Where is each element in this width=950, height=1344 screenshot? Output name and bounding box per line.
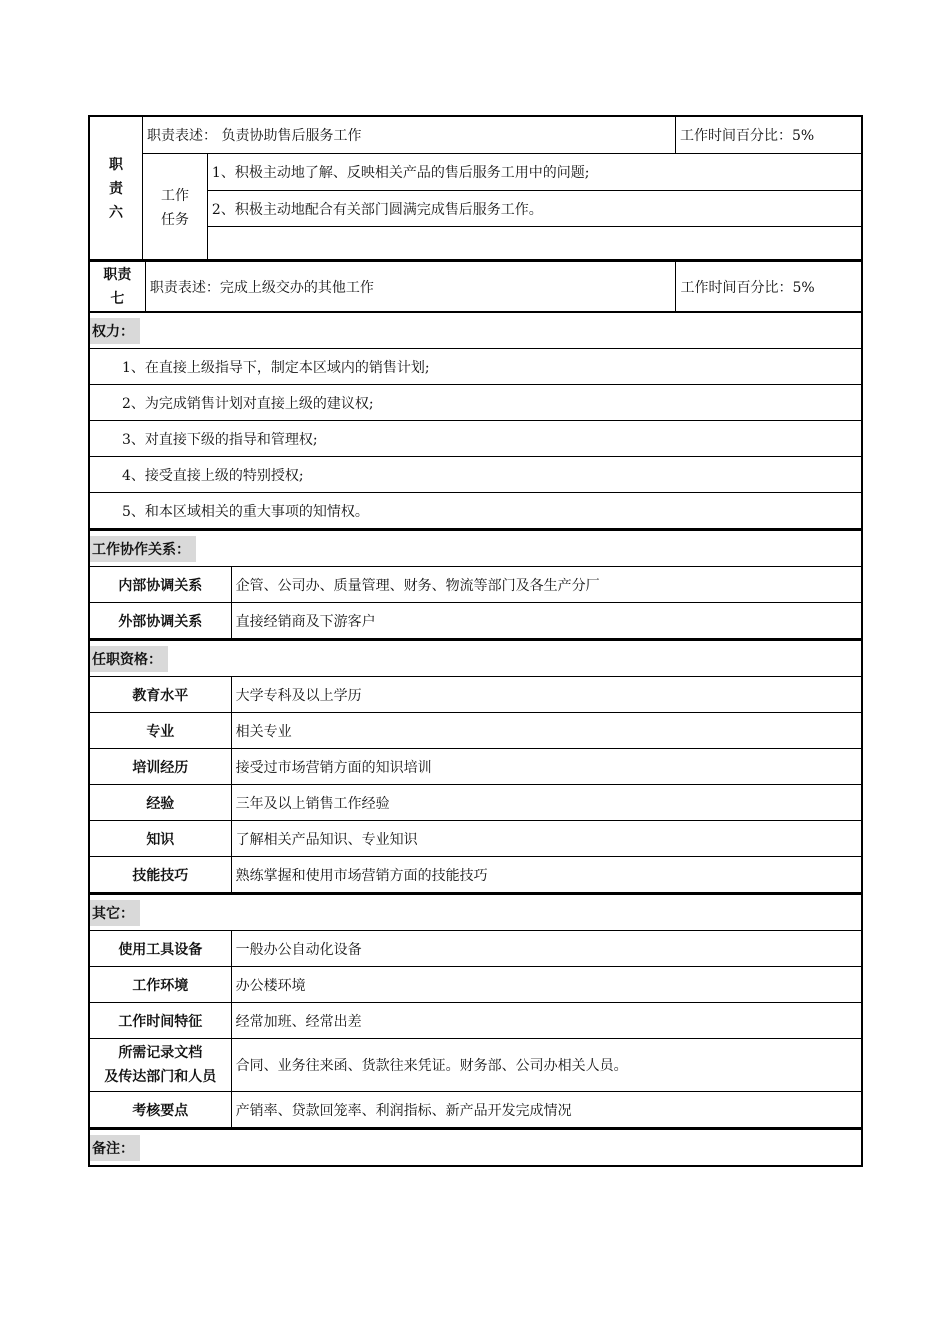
qualification-label: 培训经历 [132, 759, 189, 776]
others-heading: 其它： [90, 895, 861, 930]
relations-section [88, 530, 863, 640]
other-value: 产销率、贷款回笼率、利润指标、新产品开发完成情况 [231, 1092, 861, 1127]
qualification-value: 相关专业 [231, 713, 861, 748]
qualification-label: 知识 [146, 831, 175, 848]
job-description-table [88, 115, 863, 1167]
duty6-task-label: 工作 任务 [160, 187, 189, 228]
authority-item: 4、接受直接上级的特别授权; [122, 467, 304, 484]
qualification-value: 接受过市场营销方面的知识培训 [231, 749, 861, 784]
qualifications-heading: 任职资格： [90, 641, 861, 676]
qualification-label: 经验 [146, 795, 175, 812]
duty7-section [88, 261, 863, 313]
other-label: 使用工具设备 [118, 941, 203, 958]
duty6-label: 职 责 六 [109, 157, 123, 221]
duty7-time-percent: 工作时间百分比：5% [675, 262, 861, 311]
remarks-section [88, 1129, 863, 1167]
authority-item: 3、对直接下级的指导和管理权; [122, 431, 318, 448]
qualification-value: 三年及以上销售工作经验 [231, 785, 861, 820]
relation-value: 直接经销商及下游客户 [231, 603, 861, 638]
other-label: 工作时间特征 [118, 1013, 203, 1030]
qualification-label: 专业 [146, 723, 175, 740]
other-value: 一般办公自动化设备 [231, 931, 861, 966]
authority-item: 2、为完成销售计划对直接上级的建议权; [122, 395, 374, 412]
relation-label: 外部协调关系 [118, 613, 203, 630]
relation-value: 企管、公司办、质量管理、财务、物流等部门及各生产分厂 [231, 567, 861, 602]
duty7-description: 职责表述：完成上级交办的其他工作 [145, 262, 676, 311]
duty7-label: 职责 七 [103, 267, 132, 307]
duty6-time-percent: 工作时间百分比：5% [675, 117, 861, 153]
authority-item: 5、和本区域相关的重大事项的知情权。 [122, 503, 369, 520]
other-label: 工作环境 [132, 977, 189, 994]
remarks-heading: 备注： [90, 1130, 861, 1165]
qualifications-section [88, 640, 863, 894]
qualification-label: 教育水平 [132, 687, 189, 704]
other-value: 办公楼环境 [231, 967, 861, 1002]
duty6-task-item: 1、积极主动地了解、反映相关产品的售后服务工用中的问题; [211, 165, 590, 181]
duty6-task-item: 2、积极主动地配合有关部门圆满完成售后服务工作。 [211, 201, 543, 218]
qualification-value: 了解相关产品知识、专业知识 [231, 821, 861, 856]
relation-label: 内部协调关系 [118, 577, 203, 594]
authority-heading: 权力： [90, 313, 861, 348]
other-label: 考核要点 [132, 1102, 189, 1119]
duty6-task-list [207, 154, 861, 261]
duty6-section [88, 115, 863, 261]
authority-item: 1、在直接上级指导下，制定本区域内的销售计划; [122, 359, 430, 376]
qualification-value: 熟练掌握和使用市场营销方面的技能技巧 [231, 857, 861, 892]
duty6-task-item [208, 227, 861, 262]
duty6-description: 职责表述： 负责协助售后服务工作 [147, 128, 362, 144]
duty6-body [142, 117, 861, 259]
relations-heading: 工作协作关系： [90, 531, 861, 566]
other-value: 经常加班、经常出差 [231, 1003, 861, 1038]
authority-section [88, 313, 863, 530]
other-label: 所需记录文档 及传达部门和人员 [104, 1045, 217, 1085]
qualification-value: 大学专科及以上学历 [231, 677, 861, 712]
qualification-label: 技能技巧 [132, 867, 189, 884]
others-section [88, 894, 863, 1129]
other-value: 合同、业务往来函、货款往来凭证。财务部、公司办相关人员。 [231, 1039, 861, 1091]
